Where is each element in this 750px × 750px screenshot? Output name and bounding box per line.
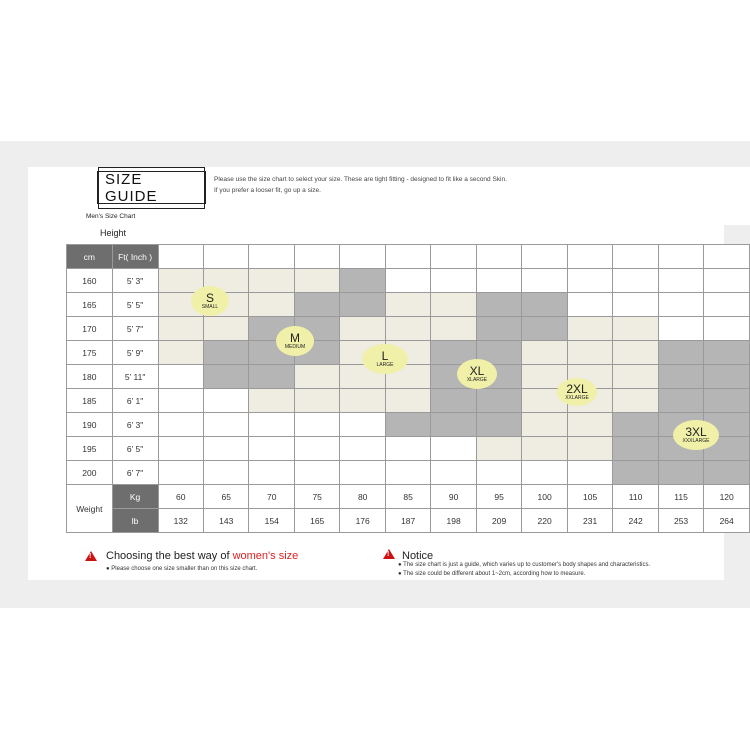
header-blank	[613, 245, 658, 269]
size-cell	[249, 269, 294, 293]
size-cell	[613, 269, 658, 293]
kg-unit-label: Kg	[112, 485, 158, 509]
size-cell	[431, 293, 476, 317]
height-cm-cell: 165	[67, 293, 113, 317]
size-cell	[704, 461, 750, 485]
size-badge	[276, 326, 314, 356]
size-cell	[522, 269, 567, 293]
size-cell	[658, 365, 703, 389]
warning-icon	[85, 551, 97, 561]
women-size-heading-prefix: Choosing the best way of	[106, 550, 233, 562]
size-cell	[704, 341, 750, 365]
size-cell	[158, 437, 203, 461]
weight-kg-cell: 85	[385, 485, 430, 509]
size-cell	[340, 269, 385, 293]
size-cell	[567, 461, 612, 485]
size-cell	[658, 317, 703, 341]
weight-lb-cell: 253	[658, 509, 703, 533]
size-cell	[340, 317, 385, 341]
size-cell	[158, 365, 203, 389]
height-ft-cell: 5’ 3"	[112, 269, 158, 293]
height-cm-cell: 175	[67, 341, 113, 365]
size-table	[66, 244, 750, 533]
size-cell	[249, 437, 294, 461]
size-cell	[567, 293, 612, 317]
size-cell	[431, 413, 476, 437]
size-cell	[385, 317, 430, 341]
header-blank	[704, 245, 750, 269]
size-cell	[658, 293, 703, 317]
size-badge-sub: MEDIUM	[284, 344, 306, 350]
size-badge-label: M	[290, 331, 300, 345]
size-table-body	[67, 245, 750, 533]
weight-kg-cell: 90	[431, 485, 476, 509]
height-cm-cell: 185	[67, 389, 113, 413]
size-cell	[613, 365, 658, 389]
size-cell	[203, 317, 248, 341]
weight-kg-cell: 75	[294, 485, 339, 509]
header-blank	[203, 245, 248, 269]
weight-kg-cell: 110	[613, 485, 658, 509]
size-badge-label: S	[205, 291, 214, 305]
size-cell	[203, 461, 248, 485]
weight-lb-cell: 187	[385, 509, 430, 533]
table-row	[67, 341, 750, 365]
size-cell	[704, 269, 750, 293]
size-badge	[673, 420, 719, 450]
women-size-heading-highlight: women's size	[232, 550, 299, 562]
size-badge-label: XL	[469, 364, 485, 378]
size-cell	[158, 389, 203, 413]
height-ft-cell: 6’ 3"	[112, 413, 158, 437]
size-cell	[249, 413, 294, 437]
size-cell	[294, 365, 339, 389]
weight-lb-cell: 154	[249, 509, 294, 533]
size-cell	[385, 437, 430, 461]
header-ft: Ft( Inch )	[112, 245, 158, 269]
size-cell	[340, 437, 385, 461]
weight-kg-cell: 65	[203, 485, 248, 509]
intro-text-line2: If you prefer a looser fit, go up a size.	[214, 187, 321, 194]
size-cell	[340, 461, 385, 485]
size-cell	[476, 317, 521, 341]
size-cell	[567, 317, 612, 341]
size-cell	[158, 461, 203, 485]
women-size-heading	[106, 550, 298, 562]
size-cell	[658, 389, 703, 413]
weight-kg-cell: 80	[340, 485, 385, 509]
size-cell	[249, 293, 294, 317]
table-row	[67, 389, 750, 413]
size-cell	[385, 269, 430, 293]
size-cell	[431, 437, 476, 461]
header-blank	[658, 245, 703, 269]
size-cell	[249, 389, 294, 413]
weight-kg-cell: 115	[658, 485, 703, 509]
size-badge-sub: XLARGE	[466, 377, 488, 383]
size-cell	[704, 365, 750, 389]
size-guide-title-box	[97, 171, 206, 204]
size-badge-label: 2XL	[566, 382, 588, 396]
size-cell	[431, 317, 476, 341]
size-cell	[567, 413, 612, 437]
notice-note-1: ● The size chart is just a guide, which varies up to customer's body shapes and characteristics.	[398, 562, 651, 568]
size-cell	[249, 365, 294, 389]
size-cell	[385, 413, 430, 437]
header-blank	[431, 245, 476, 269]
size-cell	[567, 341, 612, 365]
weight-lb-row	[67, 509, 750, 533]
size-cell	[203, 437, 248, 461]
header-blank	[294, 245, 339, 269]
size-cell	[522, 461, 567, 485]
size-cell	[158, 317, 203, 341]
header-blank	[476, 245, 521, 269]
weight-lb-cell: 209	[476, 509, 521, 533]
size-cell	[294, 461, 339, 485]
size-badge-sub: XXLARGE	[565, 395, 589, 401]
size-cell	[476, 269, 521, 293]
notice-heading: Notice	[402, 550, 434, 562]
table-row	[67, 437, 750, 461]
size-cell	[476, 413, 521, 437]
weight-kg-row	[67, 485, 750, 509]
size-cell	[340, 389, 385, 413]
height-ft-cell: 6’ 1"	[112, 389, 158, 413]
weight-lb-cell: 231	[567, 509, 612, 533]
size-badge-sub: XXXLARGE	[682, 438, 710, 444]
height-ft-cell: 5’ 7"	[112, 317, 158, 341]
size-cell	[294, 413, 339, 437]
table-row	[67, 317, 750, 341]
size-cell	[613, 341, 658, 365]
weight-label: Weight	[67, 485, 113, 533]
header-blank	[249, 245, 294, 269]
size-badge	[457, 359, 497, 389]
size-cell	[613, 461, 658, 485]
size-cell	[658, 461, 703, 485]
chart-label: Men's Size Chart	[86, 213, 136, 220]
size-cell	[522, 341, 567, 365]
weight-kg-cell: 70	[249, 485, 294, 509]
weight-lb-cell: 176	[340, 509, 385, 533]
size-cell	[613, 413, 658, 437]
table-row	[67, 365, 750, 389]
weight-lb-cell: 264	[704, 509, 750, 533]
size-cell	[522, 317, 567, 341]
size-cell	[613, 389, 658, 413]
size-cell	[704, 293, 750, 317]
table-header-row	[67, 245, 750, 269]
table-row	[67, 269, 750, 293]
size-cell	[294, 389, 339, 413]
height-cm-cell: 195	[67, 437, 113, 461]
women-size-note: ● Please choose one size smaller than on this size chart.	[106, 566, 258, 572]
height-label: Height	[100, 228, 127, 238]
size-cell	[385, 461, 430, 485]
weight-lb-cell: 242	[613, 509, 658, 533]
size-cell	[476, 461, 521, 485]
header-blank	[522, 245, 567, 269]
size-cell	[158, 341, 203, 365]
size-cell	[203, 365, 248, 389]
background-strip	[724, 167, 750, 225]
weight-lb-cell: 165	[294, 509, 339, 533]
height-ft-cell: 5’ 5"	[112, 293, 158, 317]
size-cell	[567, 269, 612, 293]
weight-lb-cell: 220	[522, 509, 567, 533]
weight-kg-cell: 105	[567, 485, 612, 509]
weight-lb-cell: 198	[431, 509, 476, 533]
weight-lb-cell: 132	[158, 509, 203, 533]
size-cell	[340, 293, 385, 317]
warning-icon	[383, 549, 395, 559]
size-cell	[294, 269, 339, 293]
size-cell	[431, 461, 476, 485]
height-ft-cell: 5’ 11"	[112, 365, 158, 389]
height-ft-cell: 6’ 7"	[112, 461, 158, 485]
size-badge	[557, 378, 597, 406]
size-cell	[567, 437, 612, 461]
size-badge-label: 3XL	[685, 425, 707, 439]
intro-text-line1: Please use the size chart to select your size. These are tight fitting - designed to fit like a second Skin.	[214, 176, 507, 183]
size-cell	[613, 437, 658, 461]
size-cell	[431, 269, 476, 293]
height-cm-cell: 200	[67, 461, 113, 485]
height-cm-cell: 160	[67, 269, 113, 293]
weight-kg-cell: 60	[158, 485, 203, 509]
size-cell	[294, 293, 339, 317]
size-cell	[613, 317, 658, 341]
size-cell	[158, 413, 203, 437]
size-cell	[476, 293, 521, 317]
size-cell	[522, 437, 567, 461]
size-cell	[249, 461, 294, 485]
size-cell	[385, 293, 430, 317]
size-cell	[340, 413, 385, 437]
size-cell	[613, 293, 658, 317]
height-cm-cell: 190	[67, 413, 113, 437]
size-badge-sub: LARGE	[376, 362, 394, 368]
height-cm-cell: 180	[67, 365, 113, 389]
size-cell	[522, 413, 567, 437]
size-cell	[704, 389, 750, 413]
size-badge-sub: SMALL	[201, 304, 219, 310]
size-guide-title: SIZE GUIDE	[98, 167, 205, 209]
height-cm-cell: 170	[67, 317, 113, 341]
header-cm: cm	[67, 245, 113, 269]
table-row	[67, 413, 750, 437]
size-cell	[431, 389, 476, 413]
size-cell	[203, 389, 248, 413]
height-ft-cell: 5’ 9"	[112, 341, 158, 365]
size-badge	[362, 344, 408, 374]
header-blank	[340, 245, 385, 269]
table-row	[67, 293, 750, 317]
table-row	[67, 461, 750, 485]
size-badge	[191, 286, 229, 316]
size-cell	[385, 389, 430, 413]
weight-kg-cell: 95	[476, 485, 521, 509]
size-badge-label: L	[381, 349, 389, 363]
weight-kg-cell: 120	[704, 485, 750, 509]
size-cell	[658, 341, 703, 365]
header-blank	[158, 245, 203, 269]
size-cell	[203, 341, 248, 365]
size-cell	[203, 413, 248, 437]
size-cell	[704, 317, 750, 341]
weight-lb-cell: 143	[203, 509, 248, 533]
weight-kg-cell: 100	[522, 485, 567, 509]
size-cell	[476, 389, 521, 413]
header-blank	[385, 245, 430, 269]
size-cell	[476, 437, 521, 461]
header-blank	[567, 245, 612, 269]
height-ft-cell: 6’ 5"	[112, 437, 158, 461]
size-cell	[294, 437, 339, 461]
size-cell	[522, 293, 567, 317]
size-cell	[658, 269, 703, 293]
lb-unit-label: lb	[112, 509, 158, 533]
notice-note-2: ● The size could be different about 1~2cm, according how to measure.	[398, 571, 586, 577]
